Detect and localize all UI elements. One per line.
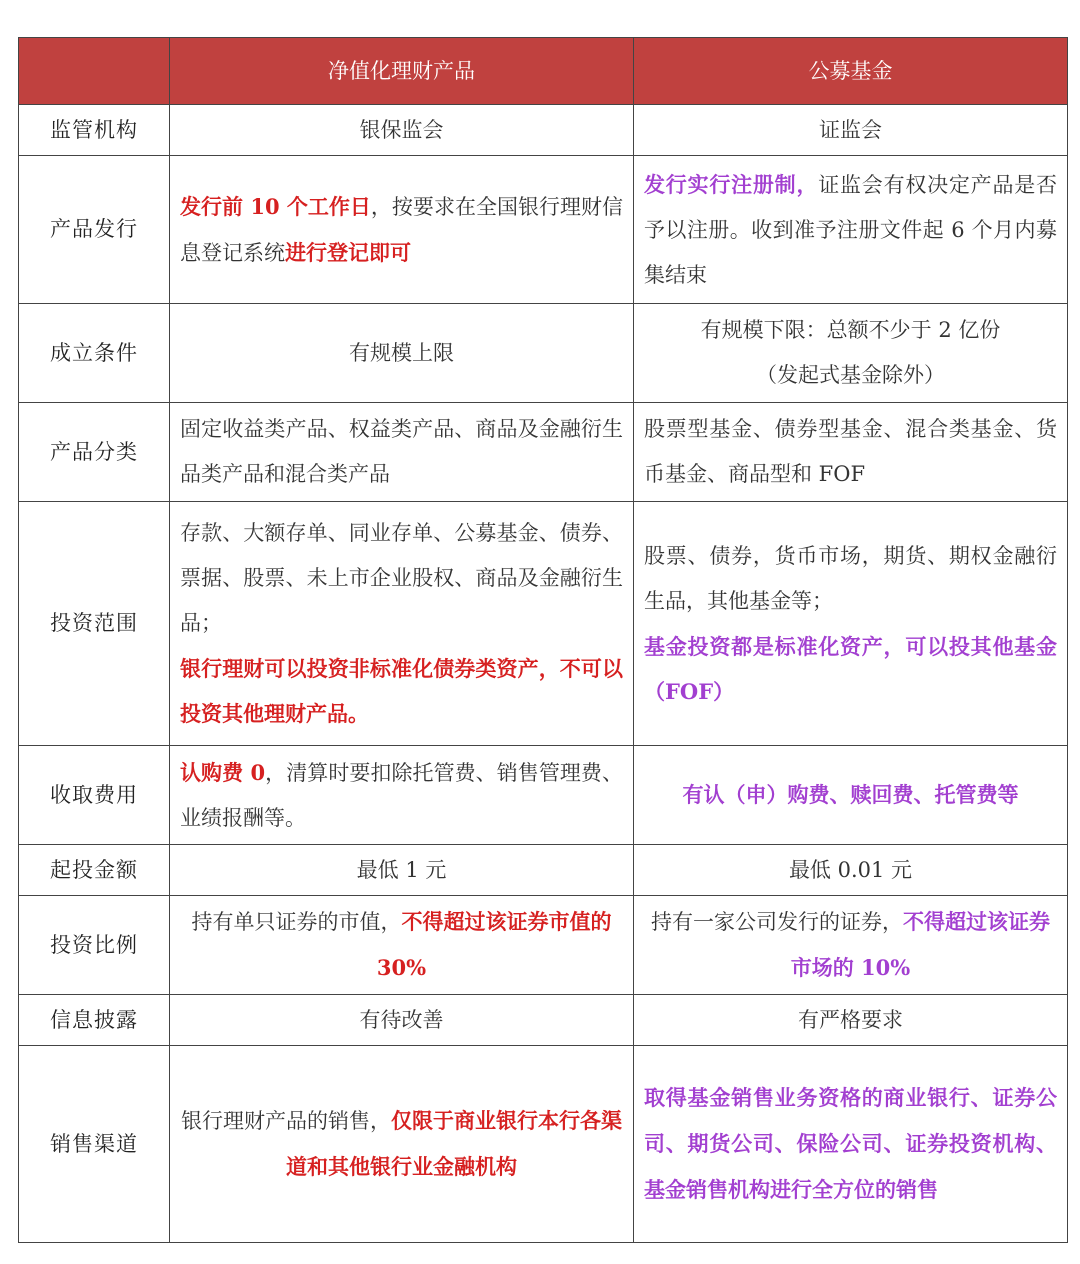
issuance-fund-highlight: 发行实行注册制， xyxy=(644,171,819,197)
cell-disclosure-fund: 有严格要求 xyxy=(634,995,1068,1046)
table-row-regulator xyxy=(19,105,1068,156)
row-label-ratio: 投资比例 xyxy=(19,896,170,995)
cell-scope-fund xyxy=(634,502,1068,746)
table-row-category xyxy=(19,403,1068,502)
channel-wealth-text: 银行理财产品的销售， xyxy=(181,1109,391,1133)
channel-fund-highlight: 取得基金销售业务资格的商业银行、证券公司、期货公司、保险公司、证券投资机构、基金销售机构进行全方位的销售 xyxy=(644,1085,1057,1202)
cell-channel-wealth xyxy=(170,1046,634,1243)
cell-issuance-wealth xyxy=(170,156,634,304)
establish-fund-line-2: （发起式基金除外） xyxy=(756,363,945,387)
fees-fund-highlight: 有认（申）购费、赎回费、托管费等 xyxy=(682,782,1019,807)
scope-fund-text: 股票、债券，货币市场，期货、期权金融衍生品，其他基金等； xyxy=(644,543,1057,613)
ratio-wealth-text: 持有单只证券的市值， xyxy=(191,910,402,934)
establish-fund-line-1: 有规模下限：总额不少于 2 亿份 xyxy=(700,318,1001,342)
row-label-channel: 销售渠道 xyxy=(19,1046,170,1243)
row-label-scope: 投资范围 xyxy=(19,502,170,746)
table-row-fees xyxy=(19,746,1068,845)
cell-establish-fund xyxy=(634,304,1068,403)
cell-channel-fund xyxy=(634,1046,1068,1243)
table-row-disclosure xyxy=(19,995,1068,1046)
fees-wealth-highlight: 认购费 0 xyxy=(180,759,266,785)
row-label-fees: 收取费用 xyxy=(19,746,170,845)
table-row-channel xyxy=(19,1046,1068,1243)
row-label-disclosure: 信息披露 xyxy=(19,995,170,1046)
fees-wealth-text: ，清算时要扣除托管费、销售管理费、业绩报酬等。 xyxy=(180,760,623,830)
issuance-wealth-highlight-2: 进行登记即可 xyxy=(285,239,411,265)
scope-wealth-highlight: 银行理财可以投资非标准化债券类资产，不可以投资其他理财产品。 xyxy=(180,656,623,726)
scope-fund-highlight: 基金投资都是标准化资产，可以投其他基金（FOF） xyxy=(644,633,1057,704)
cell-fees-wealth xyxy=(170,746,634,845)
cell-category-fund: 股票型基金、债券型基金、混合类基金、货币基金、商品型和 FOF xyxy=(634,403,1068,502)
cell-minimum-wealth: 最低 1 元 xyxy=(170,845,634,896)
scope-wealth-text: 存款、大额存单、同业存单、公募基金、债券、票据、股票、未上市企业股权、商品及金融衍生品； xyxy=(180,521,623,635)
table-row-minimum xyxy=(19,845,1068,896)
issuance-wealth-highlight-1: 发行前 10 个工作日 xyxy=(180,193,371,219)
row-label-category: 产品分类 xyxy=(19,403,170,502)
row-label-establish: 成立条件 xyxy=(19,304,170,403)
cell-category-wealth: 固定收益类产品、权益类产品、商品及金融衍生品类产品和混合类产品 xyxy=(170,403,634,502)
row-label-regulator: 监管机构 xyxy=(19,105,170,156)
header-public-funds: 公募基金 xyxy=(634,38,1068,105)
table-row-establish xyxy=(19,304,1068,403)
channel-wealth-highlight: 仅限于商业银行本行各渠道和其他银行业金融机构 xyxy=(286,1108,622,1179)
cell-scope-wealth xyxy=(170,502,634,746)
ratio-fund-highlight: 不得超过该证券市场的 10% xyxy=(790,909,1050,980)
cell-issuance-fund xyxy=(634,156,1068,304)
table-row-scope xyxy=(19,502,1068,746)
cell-ratio-wealth xyxy=(170,896,634,995)
cell-regulator-wealth: 银保监会 xyxy=(170,105,634,156)
table-row-ratio xyxy=(19,896,1068,995)
cell-minimum-fund: 最低 0.01 元 xyxy=(634,845,1068,896)
row-label-issuance: 产品发行 xyxy=(19,156,170,304)
cell-ratio-fund xyxy=(634,896,1068,995)
issuance-wealth-text: ，按要求在全国银行理财信息登记系统 xyxy=(180,194,623,265)
row-label-minimum: 起投金额 xyxy=(19,845,170,896)
header-corner-cell xyxy=(19,38,170,105)
comparison-table xyxy=(18,37,1068,1243)
cell-fees-fund xyxy=(634,746,1068,845)
cell-regulator-fund: 证监会 xyxy=(634,105,1068,156)
header-wealth-products: 净值化理财产品 xyxy=(170,38,634,105)
cell-establish-wealth: 有规模上限 xyxy=(170,304,634,403)
ratio-wealth-highlight: 不得超过该证券市值的 30% xyxy=(376,909,612,980)
ratio-fund-text: 持有一家公司发行的证券， xyxy=(651,910,903,934)
cell-disclosure-wealth: 有待改善 xyxy=(170,995,634,1046)
table-header xyxy=(19,38,1068,105)
table-row-issuance xyxy=(19,156,1068,304)
issuance-fund-text: 证监会有权决定产品是否予以注册。收到准予注册文件起 6 个月内募集结束 xyxy=(644,172,1058,287)
